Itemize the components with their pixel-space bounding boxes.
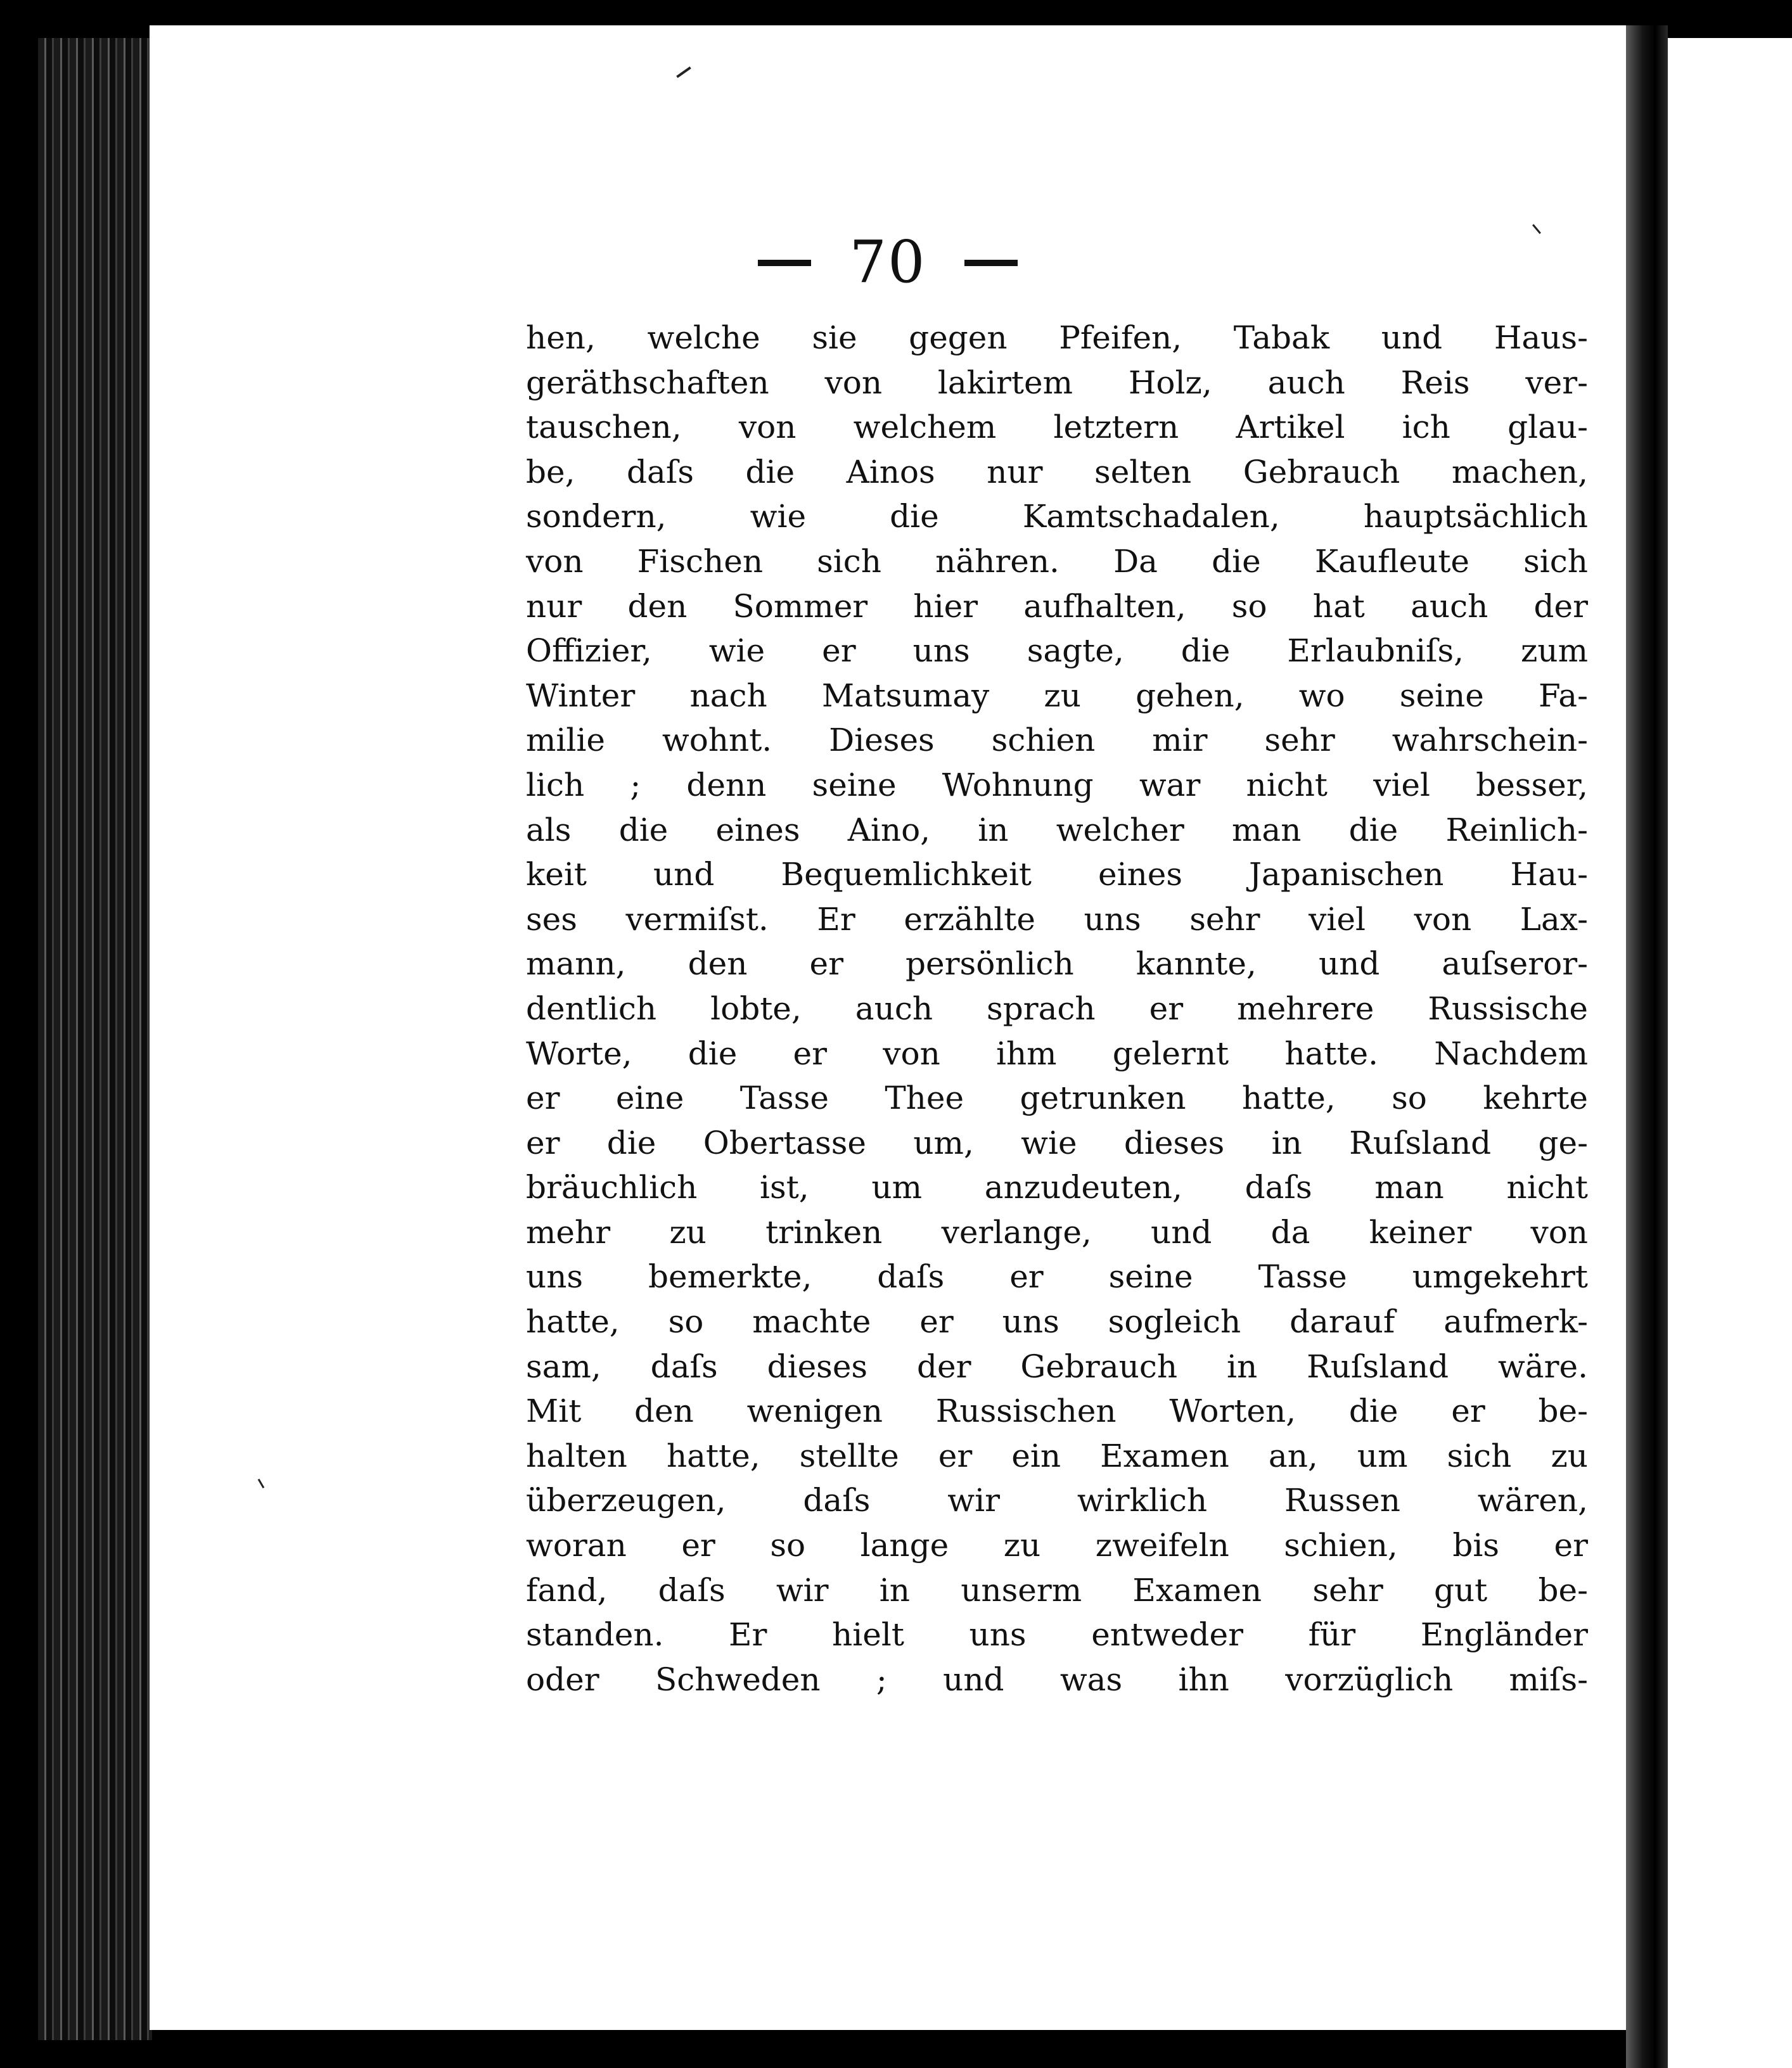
text-line: sam, daſs dieses der Gebrauch in Ruſsland wäre.: [526, 1348, 1588, 1385]
text-line: ses vermiſst. Er erzählte uns sehr viel von Lax-: [526, 900, 1588, 938]
text-line: be, daſs die Ainos nur selten Gebrauch machen,: [526, 453, 1588, 490]
text-line: von Fischen sich nähren. Da die Kaufleute sich: [526, 542, 1588, 580]
text-line: überzeugen, daſs wir wirklich Russen wären,: [526, 1482, 1588, 1519]
text-line: Worte, die er von ihm gelernt hatte. Nachdem: [526, 1035, 1588, 1072]
text-line: lich ; denn seine Wohnung war nicht viel besser,: [526, 766, 1588, 803]
text-line: hen, welche sie gegen Pfeifen, Tabak und Haus-: [526, 319, 1588, 356]
text-line: als die eines Aino, in welcher man die Reinlich-: [526, 811, 1588, 848]
dust-speck: [676, 67, 691, 78]
text-line: halten hatte, stellte er ein Examen an, um sich zu: [526, 1437, 1588, 1474]
dust-speck: [258, 1479, 265, 1488]
text-line: bräuchlich ist, um anzudeuten, daſs man nicht: [526, 1169, 1588, 1206]
text-line: Offizier, wie er uns sagte, die Erlaubniſs, zum: [526, 632, 1588, 670]
text-line: oder Schweden ; und was ihn vorzüglich miſs-: [526, 1661, 1588, 1698]
text-line: Winter nach Matsumay zu gehen, wo seine Fa-: [526, 677, 1588, 714]
text-line: geräthschaften von lakirtem Holz, auch Reis ver-: [526, 364, 1588, 401]
book-gutter: [1626, 25, 1668, 2068]
text-line: Mit den wenigen Russischen Worten, die er be-: [526, 1393, 1588, 1430]
text-line: er die Obertasse um, wie dieses in Ruſsland ge-: [526, 1124, 1588, 1161]
text-line: mehr zu trinken verlange, und da keiner von: [526, 1213, 1588, 1251]
text-line: tauschen, von welchem letztern Artikel ich glau-: [526, 409, 1588, 446]
left-dash: [758, 260, 811, 266]
text-line: milie wohnt. Dieses schien mir sehr wahrschein-: [526, 722, 1588, 759]
page-body-text: [526, 316, 1588, 1702]
page-number-header: [150, 228, 1626, 296]
text-line: fand, daſs wir in unserm Examen sehr gut be-: [526, 1571, 1588, 1609]
book-page: [150, 25, 1626, 2030]
text-line: woran er so lange zu zweifeln schien, bis er: [526, 1527, 1588, 1564]
text-line: dentlich lobte, auch sprach er mehrere Russische: [526, 990, 1588, 1027]
right-dash: [964, 260, 1018, 266]
text-line: uns bemerkte, daſs er seine Tasse umgekehrt: [526, 1258, 1588, 1296]
book-page-edges: [38, 38, 152, 2040]
text-line: er eine Tasse Thee getrunken hatte, so kehrte: [526, 1080, 1588, 1117]
text-line: nur den Sommer hier aufhalten, so hat auch der: [526, 587, 1588, 625]
text-line: mann, den er persönlich kannte, und auſseror-: [526, 945, 1588, 983]
facing-page-edge: [1668, 38, 1792, 2068]
text-line: standen. Er hielt uns entweder für Engländer: [526, 1616, 1588, 1654]
text-line: hatte, so machte er uns sogleich darauf aufmerk-: [526, 1303, 1588, 1341]
text-line: sondern, wie die Kamtschadalen, hauptsächlich: [526, 498, 1588, 535]
text-line: keit und Bequemlichkeit eines Japanischen Hau-: [526, 856, 1588, 893]
page-number: 70: [849, 228, 926, 296]
